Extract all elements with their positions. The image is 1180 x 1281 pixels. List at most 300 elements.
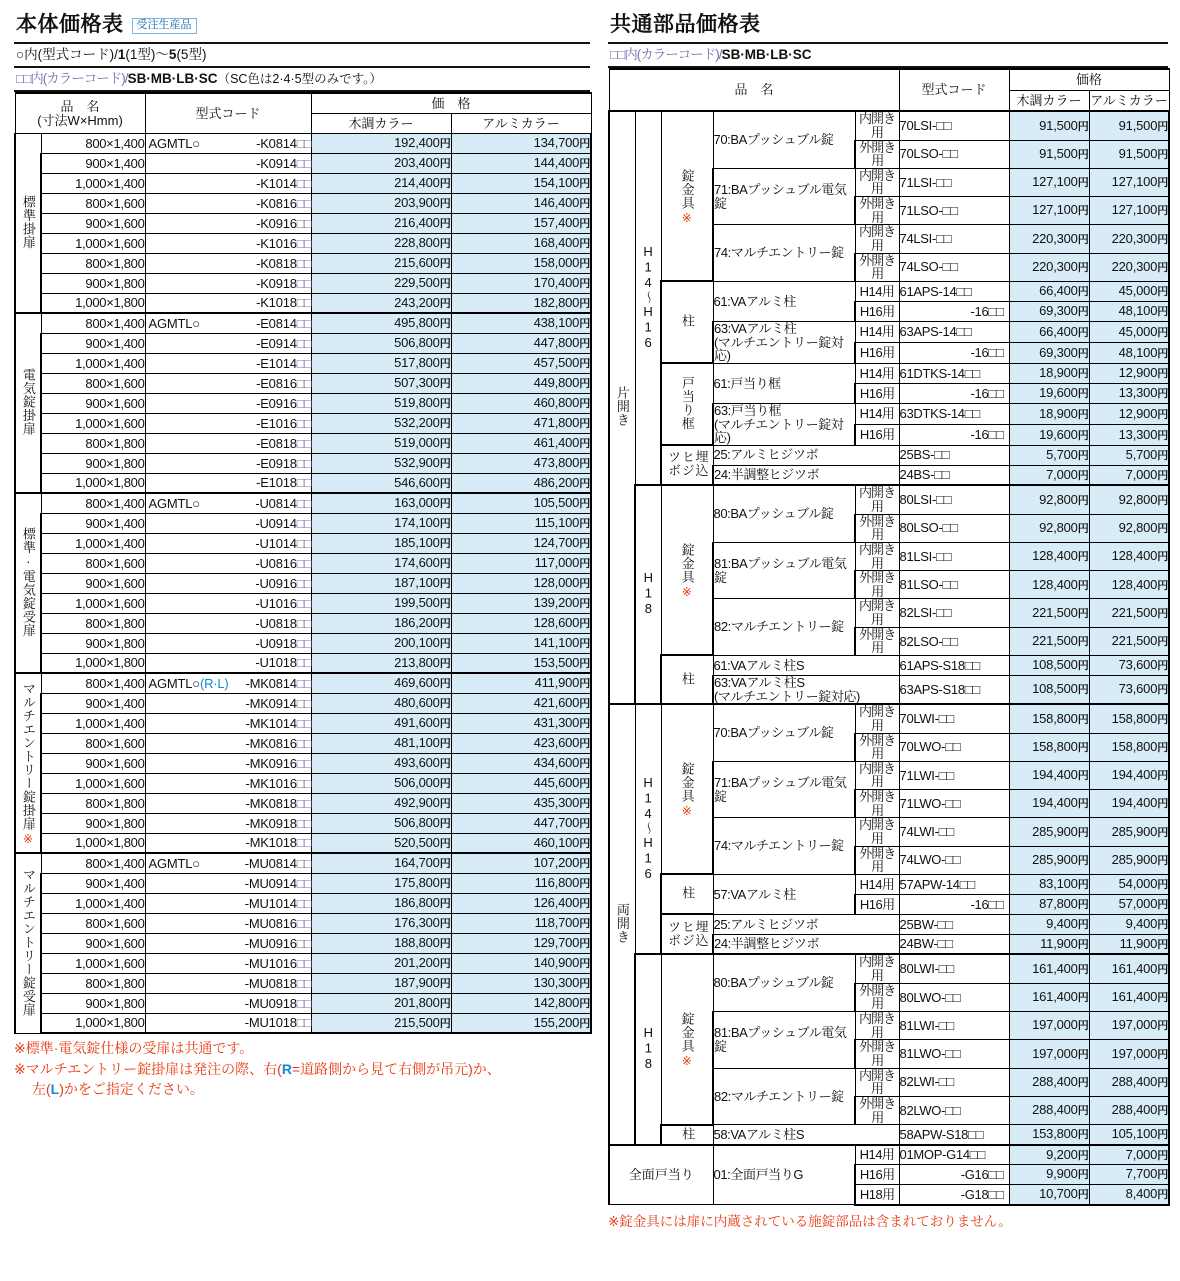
price-cell: 9,200円 (1009, 1145, 1089, 1165)
price-cell: 87,800円 (1009, 894, 1089, 914)
price-cell: 194,400円 (1009, 761, 1089, 789)
type-code-cell: AGMTL○(R·L) -MK0814□□ (145, 673, 311, 693)
price-cell: 127,100円 (1089, 197, 1169, 225)
price-cell: 187,100円 (311, 573, 451, 593)
price-cell: 153,800円 (1009, 1125, 1089, 1145)
price-cell: 5,700円 (1009, 445, 1089, 465)
table-row (15, 993, 591, 1013)
price-cell: 186,200円 (311, 613, 451, 633)
type-code-cell: 80LSI-□□ (899, 485, 1009, 514)
open-direction-cell: 外開き用 (855, 733, 899, 761)
open-direction-cell: 外開き用 (855, 140, 899, 168)
open-direction-cell: 内開き用 (855, 168, 899, 196)
table-row (15, 533, 591, 553)
left-footnote-2 (14, 1059, 590, 1100)
right-header-price-alu: アルミカラー (1089, 90, 1169, 111)
height-type-cell: H16用 (855, 383, 899, 403)
price-cell: 92,800円 (1089, 514, 1169, 542)
price-cell: 128,600円 (451, 613, 591, 633)
right-note-bold: SB·MB·LB·SC (721, 47, 812, 63)
price-cell: 480,600円 (311, 693, 451, 713)
dimension-cell: 900×1,600 (41, 933, 145, 953)
part-name-cell: 63:VAアルミ柱S (マルチエントリー錠対応) (713, 675, 899, 704)
price-cell: 506,800円 (311, 813, 451, 833)
group-label: H18 (635, 485, 661, 704)
table-row (15, 133, 591, 153)
type-code-cell: -U1016□□ (145, 593, 311, 613)
left-footnote-1: ※標準·電気錠仕様の受扉は共通です。 (14, 1040, 254, 1057)
price-cell: 126,400円 (451, 893, 591, 913)
type-code-cell: AGMTL○ -E0814□□ (145, 313, 311, 333)
type-code-cell: -K1014□□ (145, 173, 311, 193)
group-label-zenmen: 全面戸当り (609, 1145, 713, 1205)
type-code-cell: 63DTKS-14□□ (899, 403, 1009, 424)
type-code-cell: 74LSI-□□ (899, 225, 1009, 253)
open-direction-cell: 内開き用 (855, 954, 899, 983)
open-direction-cell: 内開き用 (855, 599, 899, 627)
type-code-cell: -16□□ (899, 894, 1009, 914)
price-cell: 69,300円 (1009, 301, 1089, 321)
price-cell: 128,400円 (1089, 542, 1169, 570)
price-cell: 461,400円 (451, 433, 591, 453)
type-code-cell: 70LWO-□□ (899, 733, 1009, 761)
type-code-cell: -MK0816□□ (145, 733, 311, 753)
price-cell: 285,900円 (1089, 818, 1169, 846)
open-direction-cell: 外開き用 (855, 790, 899, 818)
table-row (15, 173, 591, 193)
open-direction-cell: 内開き用 (855, 485, 899, 514)
price-cell: 91,500円 (1089, 140, 1169, 168)
height-type-cell: H16用 (855, 894, 899, 914)
dimension-cell: 1,000×1,800 (41, 1013, 145, 1033)
price-cell: 506,800円 (311, 333, 451, 353)
table-row (15, 973, 591, 993)
height-type-cell: H16用 (855, 301, 899, 321)
price-cell: 19,600円 (1009, 383, 1089, 403)
height-type-cell: H16用 (855, 342, 899, 363)
part-name-cell: 71:BAプッシュブル電気錠 (713, 168, 855, 225)
height-type-cell: H14用 (855, 363, 899, 383)
table-row (15, 373, 591, 393)
price-cell: 142,800円 (451, 993, 591, 1013)
price-cell: 532,200円 (311, 413, 451, 433)
table-row (15, 573, 591, 593)
price-cell: 54,000円 (1089, 874, 1169, 894)
part-name-cell: 74:マルチエントリー錠 (713, 818, 855, 875)
price-cell: 194,400円 (1009, 790, 1089, 818)
height-type-cell: H16用 (855, 1165, 899, 1185)
price-cell: 201,200円 (311, 953, 451, 973)
price-cell: 140,900円 (451, 953, 591, 973)
price-cell: 92,800円 (1009, 514, 1089, 542)
part-name-cell: 70:BAプッシュブル錠 (713, 111, 855, 168)
type-code-cell: -16□□ (899, 424, 1009, 445)
type-code-cell: -U1018□□ (145, 653, 311, 673)
price-cell: 12,900円 (1089, 403, 1169, 424)
open-direction-cell: 内開き用 (855, 542, 899, 570)
group-label: 柱 (661, 874, 713, 914)
type-code-cell: 25BW-□□ (899, 914, 1009, 934)
dimension-cell: 900×1,400 (41, 333, 145, 353)
part-name-cell: 01:全面戸当りG (713, 1145, 855, 1205)
price-cell: 128,400円 (1009, 571, 1089, 599)
price-cell: 175,800円 (311, 873, 451, 893)
part-name-cell: 80:BAプッシュブル錠 (713, 485, 855, 542)
dimension-cell: 900×1,400 (41, 153, 145, 173)
table-row (15, 213, 591, 233)
fn2-second-line (14, 1079, 590, 1099)
price-cell: 188,800円 (311, 933, 451, 953)
type-code-cell: 82LWI-□□ (899, 1068, 1009, 1096)
type-code-cell: 74LWI-□□ (899, 818, 1009, 846)
price-cell: 473,800円 (451, 453, 591, 473)
table-row (15, 293, 591, 313)
price-cell: 9,900円 (1009, 1165, 1089, 1185)
price-cell: 460,100円 (451, 833, 591, 853)
group-label: 錠金具 ※ (661, 704, 713, 874)
open-direction-cell: 外開き用 (855, 1040, 899, 1068)
type-code-cell: -K0816□□ (145, 193, 311, 213)
price-cell: 197,000円 (1089, 1012, 1169, 1040)
table-row (15, 1013, 591, 1033)
type-code-cell: -MU0818□□ (145, 973, 311, 993)
group-label: 両開き (609, 704, 635, 1144)
price-cell: 519,800円 (311, 393, 451, 413)
dimension-cell: 900×1,400 (41, 513, 145, 533)
price-cell: 158,800円 (1089, 733, 1169, 761)
price-cell: 124,700円 (451, 533, 591, 553)
right-footnote: ※錠金具には扉に内蔵されている施錠部品は含まれておりません。 (608, 1213, 1012, 1229)
type-code-cell: -E0816□□ (145, 373, 311, 393)
price-cell: 18,900円 (1009, 403, 1089, 424)
table-row (609, 655, 1169, 675)
dimension-cell: 1,000×1,800 (41, 293, 145, 313)
table-row (15, 633, 591, 653)
type-code-cell: AGMTL○ -U0814□□ (145, 493, 311, 513)
dimension-cell: 900×1,600 (41, 753, 145, 773)
common-parts-table-body (609, 111, 1169, 1204)
part-name-cell: 63:VAアルミ柱 (マルチエントリー錠対応) (713, 321, 855, 363)
price-cell: 161,400円 (1009, 983, 1089, 1011)
price-cell: 481,100円 (311, 733, 451, 753)
type-code-cell: 80LSO-□□ (899, 514, 1009, 542)
price-cell: 201,800円 (311, 993, 451, 1013)
type-code-cell: -K0818□□ (145, 253, 311, 273)
table-row (609, 445, 1169, 465)
price-cell: 116,800円 (451, 873, 591, 893)
price-cell: 45,000円 (1089, 321, 1169, 342)
price-cell: 197,000円 (1009, 1012, 1089, 1040)
price-cell: 174,100円 (311, 513, 451, 533)
table-row (15, 713, 591, 733)
dimension-cell: 1,000×1,400 (41, 533, 145, 553)
price-cell: 194,400円 (1089, 790, 1169, 818)
type-code-cell: -E0916□□ (145, 393, 311, 413)
type-code-cell: -MK0918□□ (145, 813, 311, 833)
price-cell: 128,400円 (1009, 542, 1089, 570)
open-direction-cell: 外開き用 (855, 197, 899, 225)
fn2-part-a: ※マルチエントリー錠掛扉は発注の際、右( (14, 1060, 282, 1077)
group-label: マルチエントリー錠掛扉 ※ (15, 673, 41, 853)
type-code-cell: 63APS-S18□□ (899, 675, 1009, 704)
dimension-cell: 900×1,400 (41, 693, 145, 713)
part-name-cell: 57:VAアルミ柱 (713, 874, 855, 914)
type-code-cell: 81LWI-□□ (899, 1012, 1009, 1040)
header-type-code: 型式コード (145, 93, 311, 133)
table-row (609, 111, 1169, 140)
type-code-cell: -MU1016□□ (145, 953, 311, 973)
table-row (15, 253, 591, 273)
price-cell: 220,300円 (1009, 253, 1089, 281)
group-label: H18 (635, 954, 661, 1144)
table-row (15, 933, 591, 953)
type-code-cell: -16□□ (899, 301, 1009, 321)
price-cell: 438,100円 (451, 313, 591, 333)
type-code-cell: -MU1018□□ (145, 1013, 311, 1033)
price-cell: 194,400円 (1089, 761, 1169, 789)
price-cell: 507,300円 (311, 373, 451, 393)
type-code-cell: -MK0916□□ (145, 753, 311, 773)
price-cell: 153,500円 (451, 653, 591, 673)
type-code-cell: 71LWI-□□ (899, 761, 1009, 789)
table-row (15, 193, 591, 213)
part-name-cell: 63:戸当り框 (マルチエントリー錠対応) (713, 403, 855, 445)
height-type-cell: H14用 (855, 403, 899, 424)
price-cell: 213,800円 (311, 653, 451, 673)
price-cell: 221,500円 (1089, 599, 1169, 627)
price-cell: 69,300円 (1009, 342, 1089, 363)
price-cell: 146,400円 (451, 193, 591, 213)
price-cell: 449,800円 (451, 373, 591, 393)
type-code-cell: -MU1014□□ (145, 893, 311, 913)
type-code-cell: -U0914□□ (145, 513, 311, 533)
table-row (609, 363, 1169, 383)
price-cell: 186,800円 (311, 893, 451, 913)
type-code-cell: -MK1014□□ (145, 713, 311, 733)
dimension-cell: 800×1,800 (41, 613, 145, 633)
price-cell: 66,400円 (1009, 281, 1089, 301)
type-code-cell: 81LSO-□□ (899, 571, 1009, 599)
made-to-order-badge: 受注生産品 (132, 18, 197, 34)
price-cell: 7,700円 (1089, 1165, 1169, 1185)
price-cell: 174,600円 (311, 553, 451, 573)
price-cell: 185,100円 (311, 533, 451, 553)
note1-prefix: ○内(型式コード)/ (16, 47, 118, 63)
price-cell: 460,800円 (451, 393, 591, 413)
type-code-cell: -MK0914□□ (145, 693, 311, 713)
note1-bold-2: 5 (168, 47, 177, 63)
price-cell: 228,800円 (311, 233, 451, 253)
open-direction-cell: 内開き用 (855, 111, 899, 140)
type-code-cell: 70LSI-□□ (899, 111, 1009, 140)
price-cell: 434,600円 (451, 753, 591, 773)
group-label: 埋込ヒジツボ (661, 445, 713, 485)
price-cell: 163,000円 (311, 493, 451, 513)
table-row (15, 793, 591, 813)
body-price-table-section (14, 14, 590, 1099)
price-cell: 11,900円 (1089, 934, 1169, 954)
type-code-cell: -MK1016□□ (145, 773, 311, 793)
dimension-cell: 800×1,800 (41, 973, 145, 993)
group-label: 電気錠掛扉 (15, 313, 41, 493)
price-cell: 203,400円 (311, 153, 451, 173)
type-code-cell: 25BS-□□ (899, 445, 1009, 465)
table-row (15, 833, 591, 853)
open-direction-cell: 内開き用 (855, 761, 899, 789)
price-cell: 546,600円 (311, 473, 451, 493)
type-code-cell: 71LSI-□□ (899, 168, 1009, 196)
table-row (15, 773, 591, 793)
price-cell: 471,800円 (451, 413, 591, 433)
dimension-cell: 900×1,600 (41, 573, 145, 593)
table-row (15, 853, 591, 873)
price-cell: 158,000円 (451, 253, 591, 273)
table-row (15, 813, 591, 833)
common-parts-price-table (608, 68, 1170, 1205)
type-code-cell: -K1016□□ (145, 233, 311, 253)
part-name-cell: 82:マルチエントリー錠 (713, 1068, 855, 1125)
type-code-cell: -MK0818□□ (145, 793, 311, 813)
part-name-cell: 61:VAアルミ柱 (713, 281, 855, 321)
price-cell: 192,400円 (311, 133, 451, 153)
price-cell: 517,800円 (311, 353, 451, 373)
height-type-cell: H14用 (855, 1145, 899, 1165)
common-parts-price-table-section (608, 14, 1168, 1230)
table-row (15, 413, 591, 433)
type-code-cell: 81LSI-□□ (899, 542, 1009, 570)
group-label: 錠金具 ※ (661, 485, 713, 655)
body-price-table (14, 92, 592, 1034)
open-direction-cell: 内開き用 (855, 818, 899, 846)
table-row (15, 553, 591, 573)
dimension-cell: 800×1,600 (41, 553, 145, 573)
price-cell: 215,500円 (311, 1013, 451, 1033)
type-code-cell: -G18□□ (899, 1185, 1009, 1205)
part-name-cell: 82:マルチエントリー錠 (713, 599, 855, 656)
price-cell: 45,000円 (1089, 281, 1169, 301)
price-cell: 9,400円 (1009, 914, 1089, 934)
price-cell: 18,900円 (1009, 363, 1089, 383)
type-code-cell: 24BS-□□ (899, 465, 1009, 485)
body-price-table-body (15, 133, 591, 1033)
price-cell: 164,700円 (311, 853, 451, 873)
fn2-R: R (281, 1060, 292, 1077)
dimension-cell: 800×1,400 (41, 673, 145, 693)
group-label: 錠金具 ※ (661, 954, 713, 1124)
price-cell: 199,500円 (311, 593, 451, 613)
price-cell: 285,900円 (1089, 846, 1169, 874)
price-cell: 13,300円 (1089, 424, 1169, 445)
price-cell: 170,400円 (451, 273, 591, 293)
table-row (609, 485, 1169, 514)
group-label: 柱 (661, 281, 713, 363)
type-code-cell: 70LWI-□□ (899, 704, 1009, 733)
type-code-cell: -U0818□□ (145, 613, 311, 633)
price-cell: 91,500円 (1009, 140, 1089, 168)
price-cell: 144,400円 (451, 153, 591, 173)
height-type-cell: H16用 (855, 424, 899, 445)
dimension-cell: 900×1,800 (41, 633, 145, 653)
table-row (15, 433, 591, 453)
price-cell: 187,900円 (311, 973, 451, 993)
type-code-cell: -16□□ (899, 383, 1009, 403)
price-cell: 107,200円 (451, 853, 591, 873)
dimension-cell: 1,000×1,600 (41, 773, 145, 793)
price-cell: 19,600円 (1009, 424, 1089, 445)
part-name-cell: 74:マルチエントリー錠 (713, 225, 855, 282)
price-cell: 423,600円 (451, 733, 591, 753)
table-row (15, 493, 591, 513)
price-cell: 491,600円 (311, 713, 451, 733)
dimension-cell: 800×1,800 (41, 253, 145, 273)
price-cell: 220,300円 (1009, 225, 1089, 253)
dimension-cell: 800×1,800 (41, 793, 145, 813)
type-code-cell: -E1016□□ (145, 413, 311, 433)
table-row (15, 913, 591, 933)
price-cell: 532,900円 (311, 453, 451, 473)
table-row (15, 673, 591, 693)
left-section-title (16, 14, 590, 36)
dimension-cell: 1,000×1,600 (41, 953, 145, 973)
price-cell: 134,700円 (451, 133, 591, 153)
type-code-cell: 61APS-S18□□ (899, 655, 1009, 675)
part-name-cell: 81:BAプッシュブル電気錠 (713, 542, 855, 599)
price-cell: 161,400円 (1009, 954, 1089, 983)
price-cell: 197,000円 (1089, 1040, 1169, 1068)
type-code-cell: 01MOP-G14□□ (899, 1145, 1009, 1165)
dimension-cell: 800×1,400 (41, 133, 145, 153)
table-row (15, 953, 591, 973)
price-cell: 12,900円 (1089, 363, 1169, 383)
type-code-cell: -U0916□□ (145, 573, 311, 593)
price-cell: 243,200円 (311, 293, 451, 313)
type-code-cell: -16□□ (899, 342, 1009, 363)
group-label: 錠金具 ※ (661, 111, 713, 281)
height-type-cell: H14用 (855, 281, 899, 301)
table-row (15, 473, 591, 493)
open-direction-cell: 内開き用 (855, 1068, 899, 1096)
price-cell: 83,100円 (1009, 874, 1089, 894)
price-cell: 158,800円 (1009, 733, 1089, 761)
price-cell: 127,100円 (1089, 168, 1169, 196)
price-cell: 48,100円 (1089, 342, 1169, 363)
price-cell: 221,500円 (1009, 599, 1089, 627)
price-cell: 8,400円 (1089, 1185, 1169, 1205)
type-code-cell: -U0918□□ (145, 633, 311, 653)
table-row (15, 613, 591, 633)
open-direction-cell: 内開き用 (855, 1012, 899, 1040)
header-price: 価 格 (311, 93, 591, 113)
price-cell: 155,200円 (451, 1013, 591, 1033)
open-direction-cell: 内開き用 (855, 704, 899, 733)
dimension-cell: 1,000×1,600 (41, 233, 145, 253)
type-code-cell: -K0916□□ (145, 213, 311, 233)
dimension-cell: 1,000×1,400 (41, 713, 145, 733)
price-cell: 519,000円 (311, 433, 451, 453)
price-cell: 493,600円 (311, 753, 451, 773)
type-code-cell: 58APW-S18□□ (899, 1125, 1009, 1145)
dimension-cell: 800×1,400 (41, 853, 145, 873)
group-label: 戸当り框 (661, 363, 713, 445)
dimension-cell: 800×1,600 (41, 193, 145, 213)
group-label: 標準掛扉 (15, 133, 41, 313)
right-header-type-code: 型式コード (899, 69, 1009, 111)
type-code-cell: 80LWO-□□ (899, 983, 1009, 1011)
part-name-cell: 25:アルミヒジツボ (713, 914, 899, 934)
height-type-cell: H14用 (855, 874, 899, 894)
type-code-cell: 74LWO-□□ (899, 846, 1009, 874)
dimension-cell: 900×1,800 (41, 813, 145, 833)
